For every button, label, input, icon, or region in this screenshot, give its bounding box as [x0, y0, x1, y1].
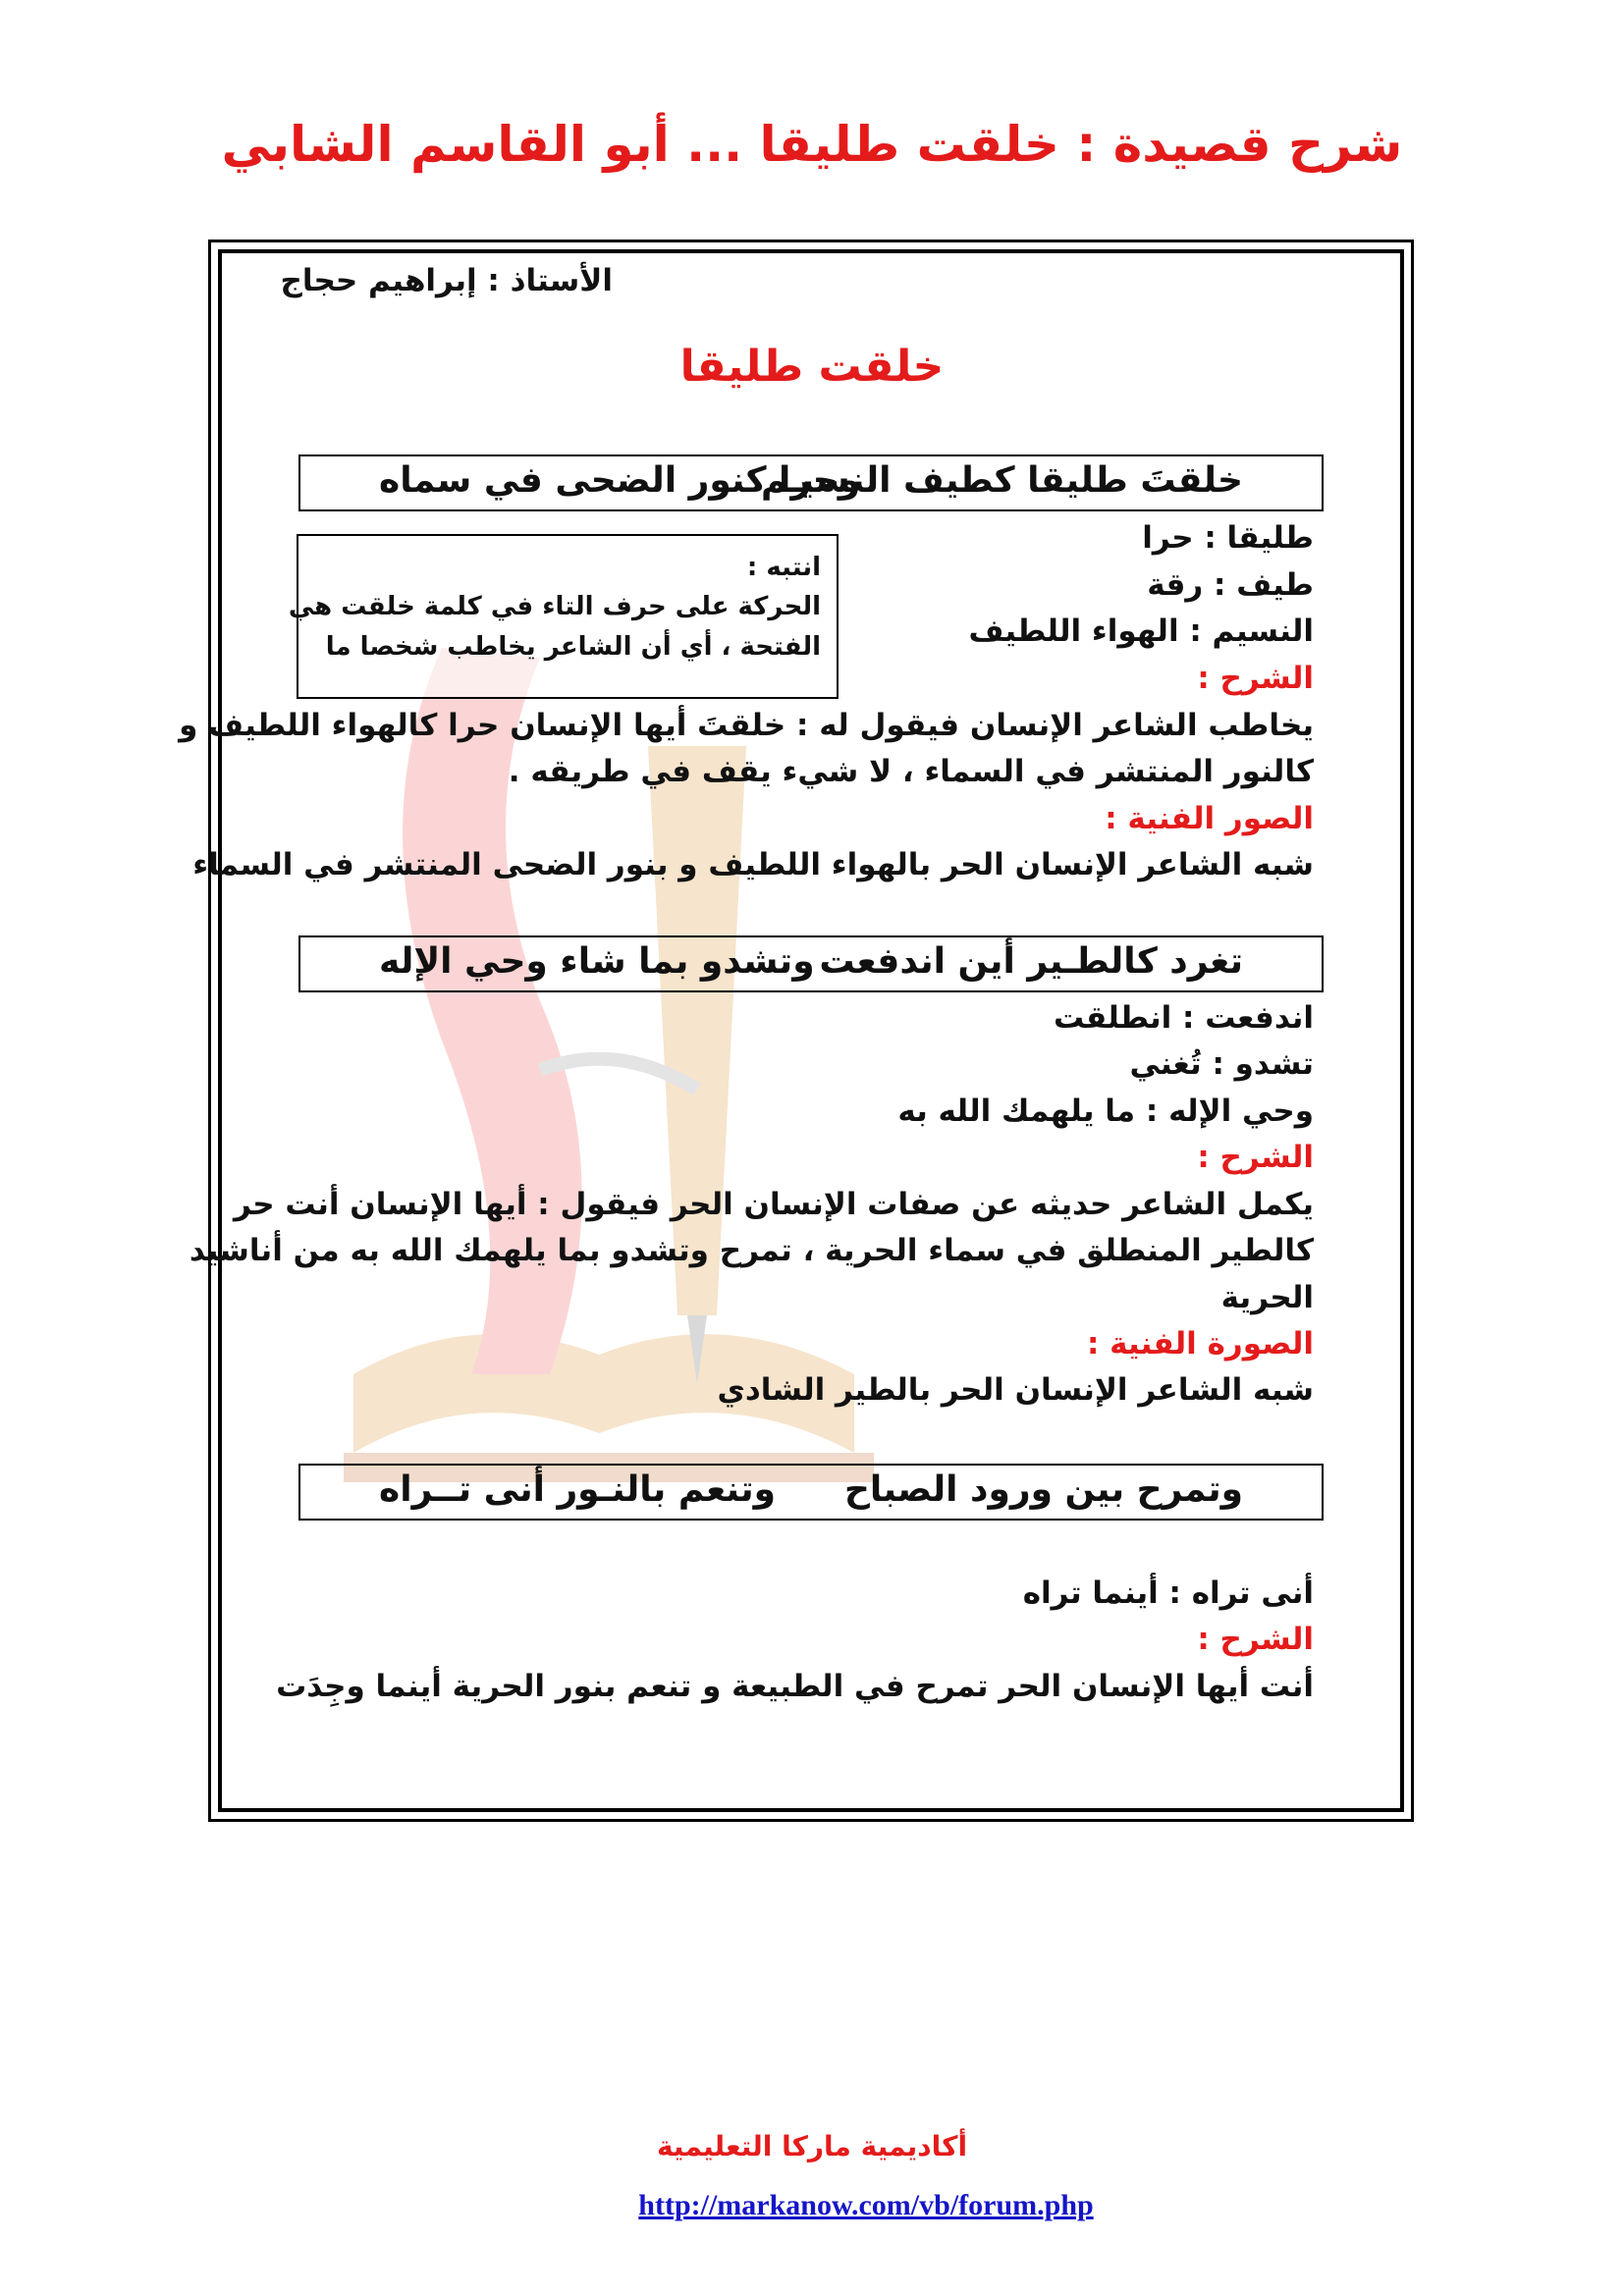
verse-1-explanation-label: الشرح :	[1197, 661, 1314, 696]
verse-2-box	[298, 935, 1324, 992]
verse-1-explanation-line-1: يخاطب الشاعر الإنسان فيقول له : خلقتَ أيها الإنسان حرا كالهواء اللطيف و	[179, 708, 1314, 743]
verse-2-explanation-line-1: يكمل الشاعر حديثه عن صفات الإنسان الحر فيقول : أيها الإنسان أنت حر	[234, 1187, 1314, 1222]
verse-3-explanation-label: الشرح :	[1197, 1622, 1314, 1657]
verse-1-explanation-line-2: كالنور المنتشر في السماء ، لا شيء يقف في طريقه .	[508, 754, 1314, 789]
verse-3-explanation-line-1: أنت أيها الإنسان الحر تمرح في الطبيعة و تنعم بنور الحرية أينما وجِدَت	[276, 1669, 1314, 1704]
teacher-name: الأستاذ : إبراهيم حجاج	[280, 263, 613, 298]
verse-2-hemistich-2: وتشدو بما شاء وحي الإله	[379, 941, 815, 982]
verse-1-imagery-label: الصور الفنية :	[1105, 801, 1314, 836]
verse-2-imagery: شبه الشاعر الإنسان الحر بالطير الشادي	[717, 1372, 1314, 1408]
verse-2-explanation-line-2: كالطير المنطلق في سماء الحرية ، تمرح وتشدو بما يلهمك الله به من أناشيد	[189, 1233, 1314, 1268]
verse-2-hemistich-1: تغرد كالطـير أين اندفعت	[819, 941, 1243, 982]
verse-1-vocab-1: طليقا : حرا	[1142, 520, 1314, 556]
verse-1-vocab-2: طيف : رقة	[1147, 567, 1314, 603]
note-title: انتبه :	[746, 553, 821, 582]
note-box	[288, 534, 839, 699]
verse-1-box	[298, 454, 1324, 511]
page-title: شرح قصيدة : خلقت طليقا ... أبو القاسم الشابي	[221, 116, 1403, 173]
verse-1-vocab-3: النسيم : الهواء اللطيف	[968, 614, 1314, 649]
verse-1-imagery: شبه الشاعر الإنسان الحر بالهواء اللطيف و بنور الضحى المنتشر في السماء	[192, 847, 1314, 882]
verse-1-hemistich-2: وحرا كنور الضحى في سماه	[379, 460, 861, 501]
verse-2-explanation-label: الشرح :	[1197, 1140, 1314, 1175]
note-line-2: الفتحة ، أي أن الشاعر يخاطب شخصا ما	[325, 631, 821, 662]
verse-2-vocab-2: تشدو : تُغني	[1129, 1046, 1314, 1082]
verse-2-explanation-line-3: الحرية	[1220, 1280, 1314, 1315]
verse-3-vocab-1: أنى تراه : أينما تراه	[1022, 1575, 1314, 1611]
verse-3-hemistich-2: وتنعم بالنـور أنى تــراه	[379, 1469, 776, 1510]
note-line-1: الحركة على حرف التاء في كلمة خلقت هي	[288, 592, 821, 622]
poem-title: خلقت طليقا	[679, 342, 945, 392]
verse-2-imagery-label: الصورة الفنية :	[1086, 1326, 1314, 1362]
verse-3-box	[298, 1464, 1324, 1521]
footer-forum-link[interactable]: http://markanow.com/vb/forum.php	[638, 2189, 1094, 2221]
verse-1-hemistich-1: خلقتَ طليقا كطيف النسيـم	[761, 460, 1243, 501]
verse-2-vocab-3: وحي الإله : ما يلهمك الله به	[897, 1094, 1314, 1129]
verse-2-vocab-1: اندفعت : انطلقت	[1053, 1000, 1314, 1036]
footer-academy-name: أكاديمية ماركا التعليمية	[656, 2130, 968, 2163]
verse-3-hemistich-1: وتمرح بين ورود الصباح	[843, 1469, 1243, 1510]
